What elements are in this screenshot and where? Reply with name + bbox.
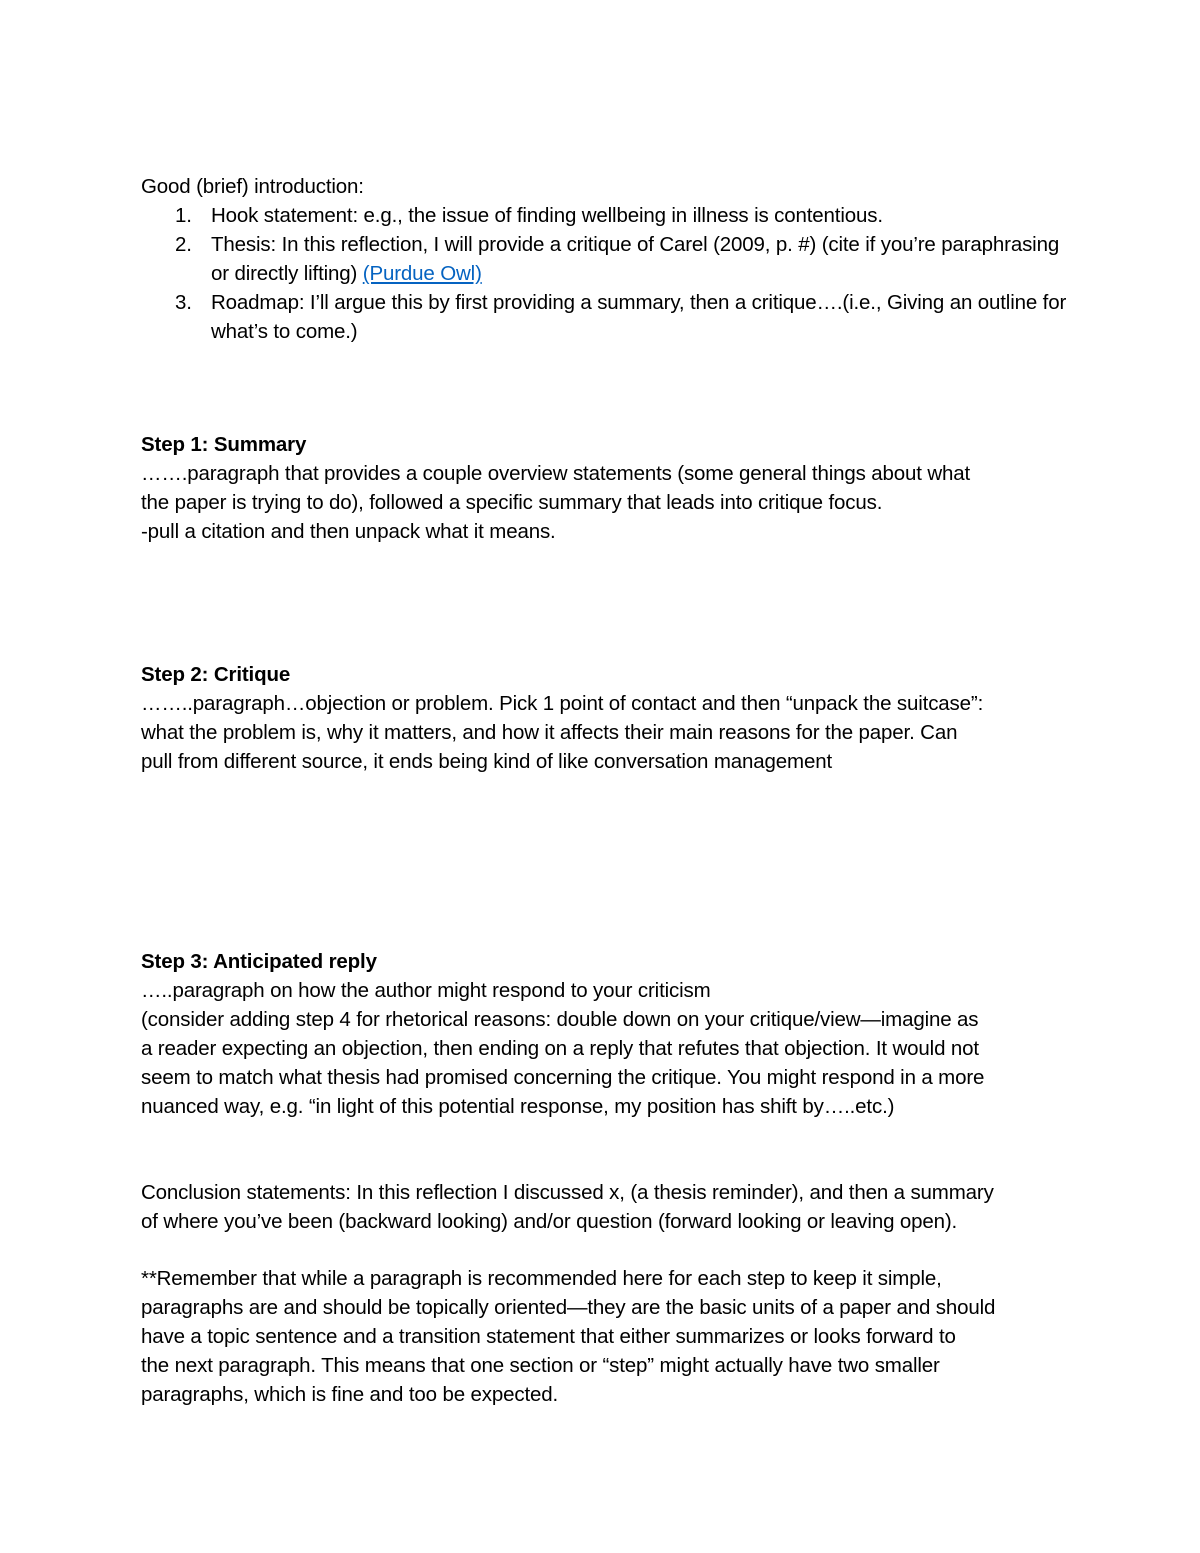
list-number: 2. (175, 233, 192, 256)
reminder-section (141, 1264, 1071, 1409)
conclusion-line: Conclusion statements: In this reflection I discussed x, (a thesis reminder), and then a summary (141, 1181, 994, 1204)
step1-line: …….paragraph that provides a couple overview statements (some general things about what (141, 462, 971, 485)
step3-line: nuanced way, e.g. “in light of this potential response, my position has shift by…..etc.) (141, 1095, 895, 1118)
step3-section (141, 947, 1071, 1121)
list-item-thesis (141, 230, 1071, 288)
step2-line: pull from different source, it ends being kind of like conversation management (141, 750, 833, 773)
step1-heading: Step 1: Summary (141, 433, 307, 456)
list-item-roadmap (141, 288, 1071, 346)
step2-section (141, 660, 1071, 776)
step2-line: ……..paragraph…objection or problem. Pick 1 point of contact and then “unpack the suitcase”: (141, 692, 984, 715)
reminder-line: paragraphs are and should be topically oriented—they are the basic units of a paper and should (141, 1296, 996, 1319)
hook-statement-text: Hook statement: e.g., the issue of finding wellbeing in illness is contentious. (211, 204, 883, 227)
intro-list (141, 201, 1071, 346)
intro-heading: Good (brief) introduction: (141, 175, 364, 198)
reminder-line: paragraphs, which is fine and too be expected. (141, 1383, 559, 1406)
step2-line: what the problem is, why it matters, and how it affects their main reasons for the paper. Can (141, 721, 958, 744)
conclusion-line: of where you’ve been (backward looking) and/or question (forward looking or leaving open). (141, 1210, 958, 1233)
conclusion-section (141, 1178, 1071, 1236)
list-item-hook (141, 201, 1071, 230)
step1-section (141, 430, 1071, 546)
list-number: 3. (175, 291, 192, 314)
list-number: 1. (175, 204, 192, 227)
thesis-text: Thesis: In this reflection, I will provide a critique of Carel (2009, p. #) (cite if you’re paraphrasing or directly lifting) (211, 233, 1060, 285)
reminder-line: the next paragraph. This means that one section or “step” might actually have two smaller (141, 1354, 940, 1377)
step1-line: the paper is trying to do), followed a specific summary that leads into critique focus. (141, 491, 883, 514)
step3-line: (consider adding step 4 for rhetorical reasons: double down on your critique/view—imagine as (141, 1008, 979, 1031)
intro-section (141, 172, 1071, 346)
reminder-line: have a topic sentence and a transition statement that either summarizes or looks forward to (141, 1325, 956, 1348)
step3-line: seem to match what thesis had promised concerning the critique. You might respond in a more (141, 1066, 985, 1089)
purdue-owl-link[interactable]: (Purdue Owl) (362, 262, 482, 285)
step2-heading: Step 2: Critique (141, 663, 291, 686)
step3-line: …..paragraph on how the author might respond to your criticism (141, 979, 711, 1002)
step3-line: a reader expecting an objection, then ending on a reply that refutes that objection. It would not (141, 1037, 979, 1060)
step1-line: -pull a citation and then unpack what it means. (141, 520, 556, 543)
reminder-line: **Remember that while a paragraph is recommended here for each step to keep it simple, (141, 1267, 942, 1290)
step3-heading: Step 3: Anticipated reply (141, 950, 377, 973)
roadmap-text: Roadmap: I’ll argue this by first providing a summary, then a critique….(i.e., Giving an outline for what’s to come.) (211, 291, 1067, 343)
